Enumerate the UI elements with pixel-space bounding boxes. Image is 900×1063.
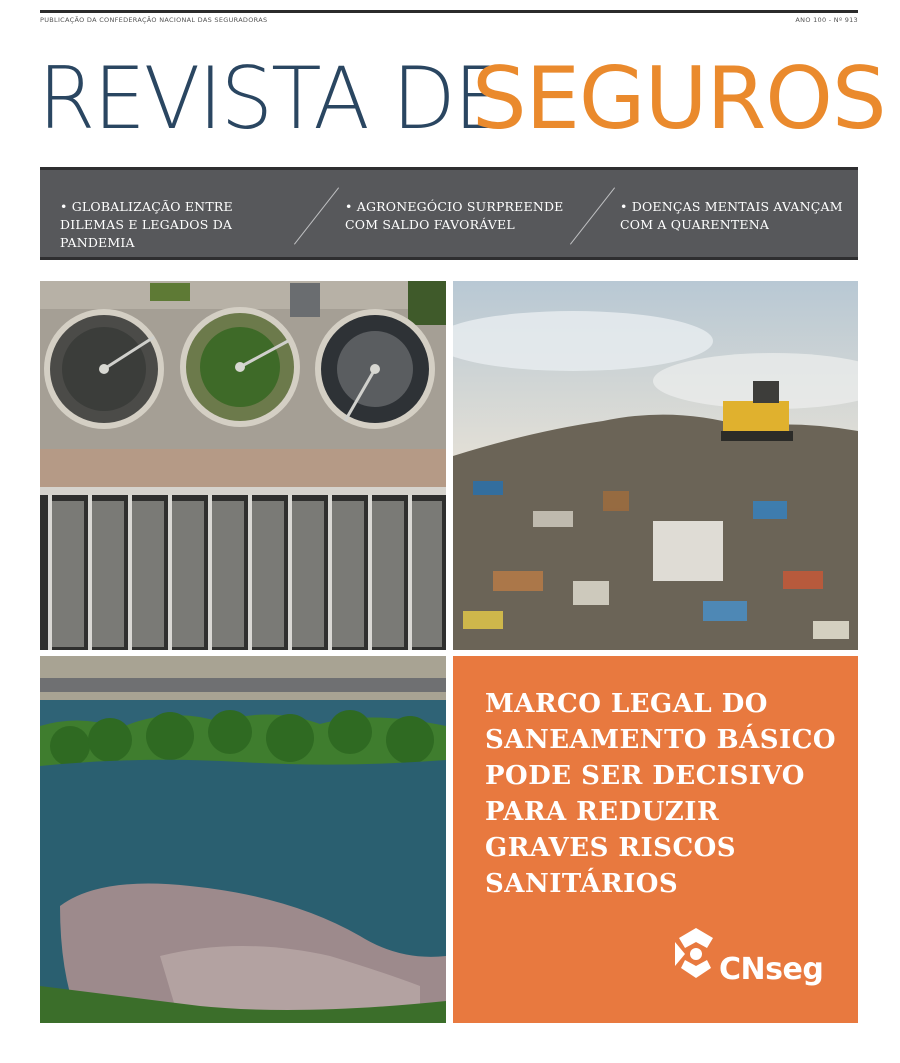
feature-box [453,656,858,1023]
photo-landfill [453,281,858,650]
top-rule [40,10,858,13]
cover-headlines [40,167,858,260]
masthead-revista-de: REVISTA DE [38,49,505,149]
masthead-seguros: SEGUROS [472,49,886,149]
headline-agronegocio: • AGRONEGÓCIO SURPREENDE COM SALDO FAVORÁVEL [345,199,564,232]
publisher-text: PUBLICAÇÃO DA CONFEDERAÇÃO NACIONAL DAS SEGURADORAS [40,16,268,24]
publication-line [40,15,858,25]
photo-river [40,656,446,1023]
masthead [38,49,886,149]
divider [570,187,615,244]
photo-water-treatment-plant [40,281,446,650]
cnseg-logo-icon [667,924,725,982]
divider [294,187,339,244]
feature-title: MARCO LEGAL DO SANEAMENTO BÁSICO PODE SER DECISIVO PARA REDUZIR GRAVES RISCOS SANITÁRIOS [485,689,837,899]
cnseg-logo-text: CNseg [719,952,824,987]
headline-globalizacao: • GLOBALIZAÇÃO ENTRE DILEMAS E LEGADOS DA PANDEMIA [60,199,233,250]
headline-doencas-mentais: • DOENÇAS MENTAIS AVANÇAM COM A QUARENTENA [620,199,843,232]
issue-text: ANO 100 - Nº 913 [795,16,858,24]
